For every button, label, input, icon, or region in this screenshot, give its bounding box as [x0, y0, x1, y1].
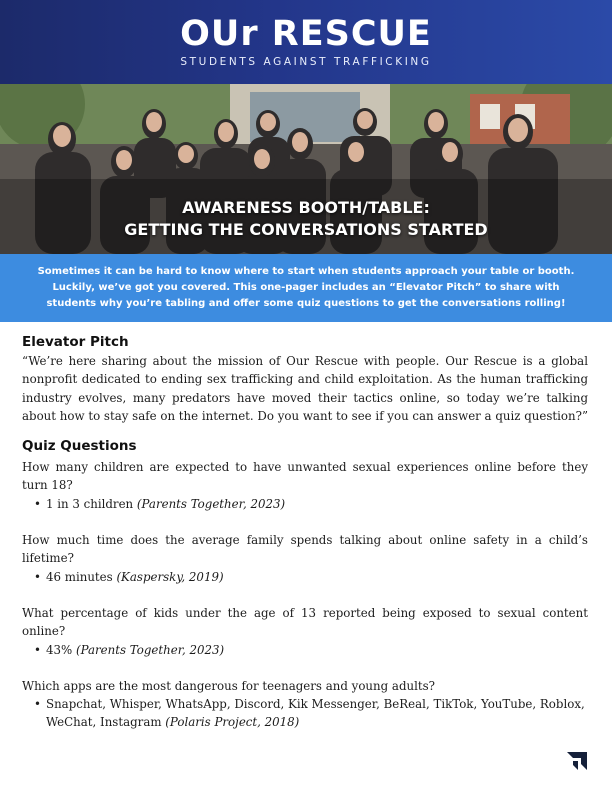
- quiz-item: [22, 458, 588, 513]
- quiz-question: How many children are expected to have unwanted sexual experiences online before they turn 18?: [22, 460, 588, 493]
- photo-title-line-2: GETTING THE CONVERSATIONS STARTED: [124, 220, 488, 239]
- answer-citation: (Polaris Project, 2018): [165, 715, 300, 730]
- pitch-text: “We’re here sharing about the mission of Our Rescue with people. Our Rescue is a global nonprofit dedicated to ending sex trafficking and child exploitation. As the human trafficking industry evolves, many predators have moved their tactics online, so today we’re talking about how to stay safe on the internet. Do you want to see if you can answer a quiz question?”: [22, 354, 588, 423]
- intro-band: [0, 254, 612, 322]
- answer-text: 46 minutes: [46, 569, 117, 584]
- brand-mark-icon: [565, 750, 589, 772]
- quiz-item: [22, 677, 588, 732]
- photo-title-line-1: AWARENESS BOOTH/TABLE:: [182, 198, 430, 217]
- quiz-heading: Quiz Questions: [22, 438, 137, 455]
- quiz-question: What percentage of kids under the age of 13 reported being exposed to sexual content online?: [22, 605, 588, 639]
- quiz-answer: [34, 695, 588, 732]
- answer-text: Snapchat, Whisper, WhatsApp, Discord, Kik Messenger, BeReal, TikTok, YouTube, Roblox, WeChat, Instagram: [46, 697, 585, 730]
- quiz-question: Which apps are the most dangerous for teenagers and young adults?: [22, 678, 435, 693]
- pitch-heading: Elevator Pitch: [22, 334, 129, 350]
- quiz-answer: [34, 495, 588, 513]
- answer-text: 43%: [46, 642, 76, 657]
- brand-logo: OUr RESCUE: [180, 14, 432, 54]
- quiz-question: How much time does the average family spends talking about online safety in a child’s lifetime?: [22, 533, 588, 566]
- answer-citation: (Kaspersky, 2019): [116, 569, 224, 584]
- answer-citation: (Parents Together, 2023): [75, 642, 225, 657]
- quiz-item: [22, 531, 588, 586]
- answer-text: 1 in 3 children: [46, 496, 137, 511]
- quiz-item: [22, 604, 588, 659]
- main-content: [22, 332, 588, 750]
- brand-tagline: STUDENTS AGAINST TRAFFICKING: [180, 56, 432, 68]
- answer-citation: (Parents Together, 2023): [136, 496, 286, 511]
- quiz-answer: [34, 641, 588, 659]
- group-photo: [0, 84, 612, 254]
- header-banner: [0, 0, 612, 84]
- intro-text: Sometimes it can be hard to know where to start when students approach your table or booth. Luckily, we’ve got you covered. This one-pager includes an “Elevator Pitch” to share with students why you’re tabling and offer some quiz questions to get the conversations rolling!: [37, 266, 575, 309]
- quiz-answer: [34, 568, 588, 586]
